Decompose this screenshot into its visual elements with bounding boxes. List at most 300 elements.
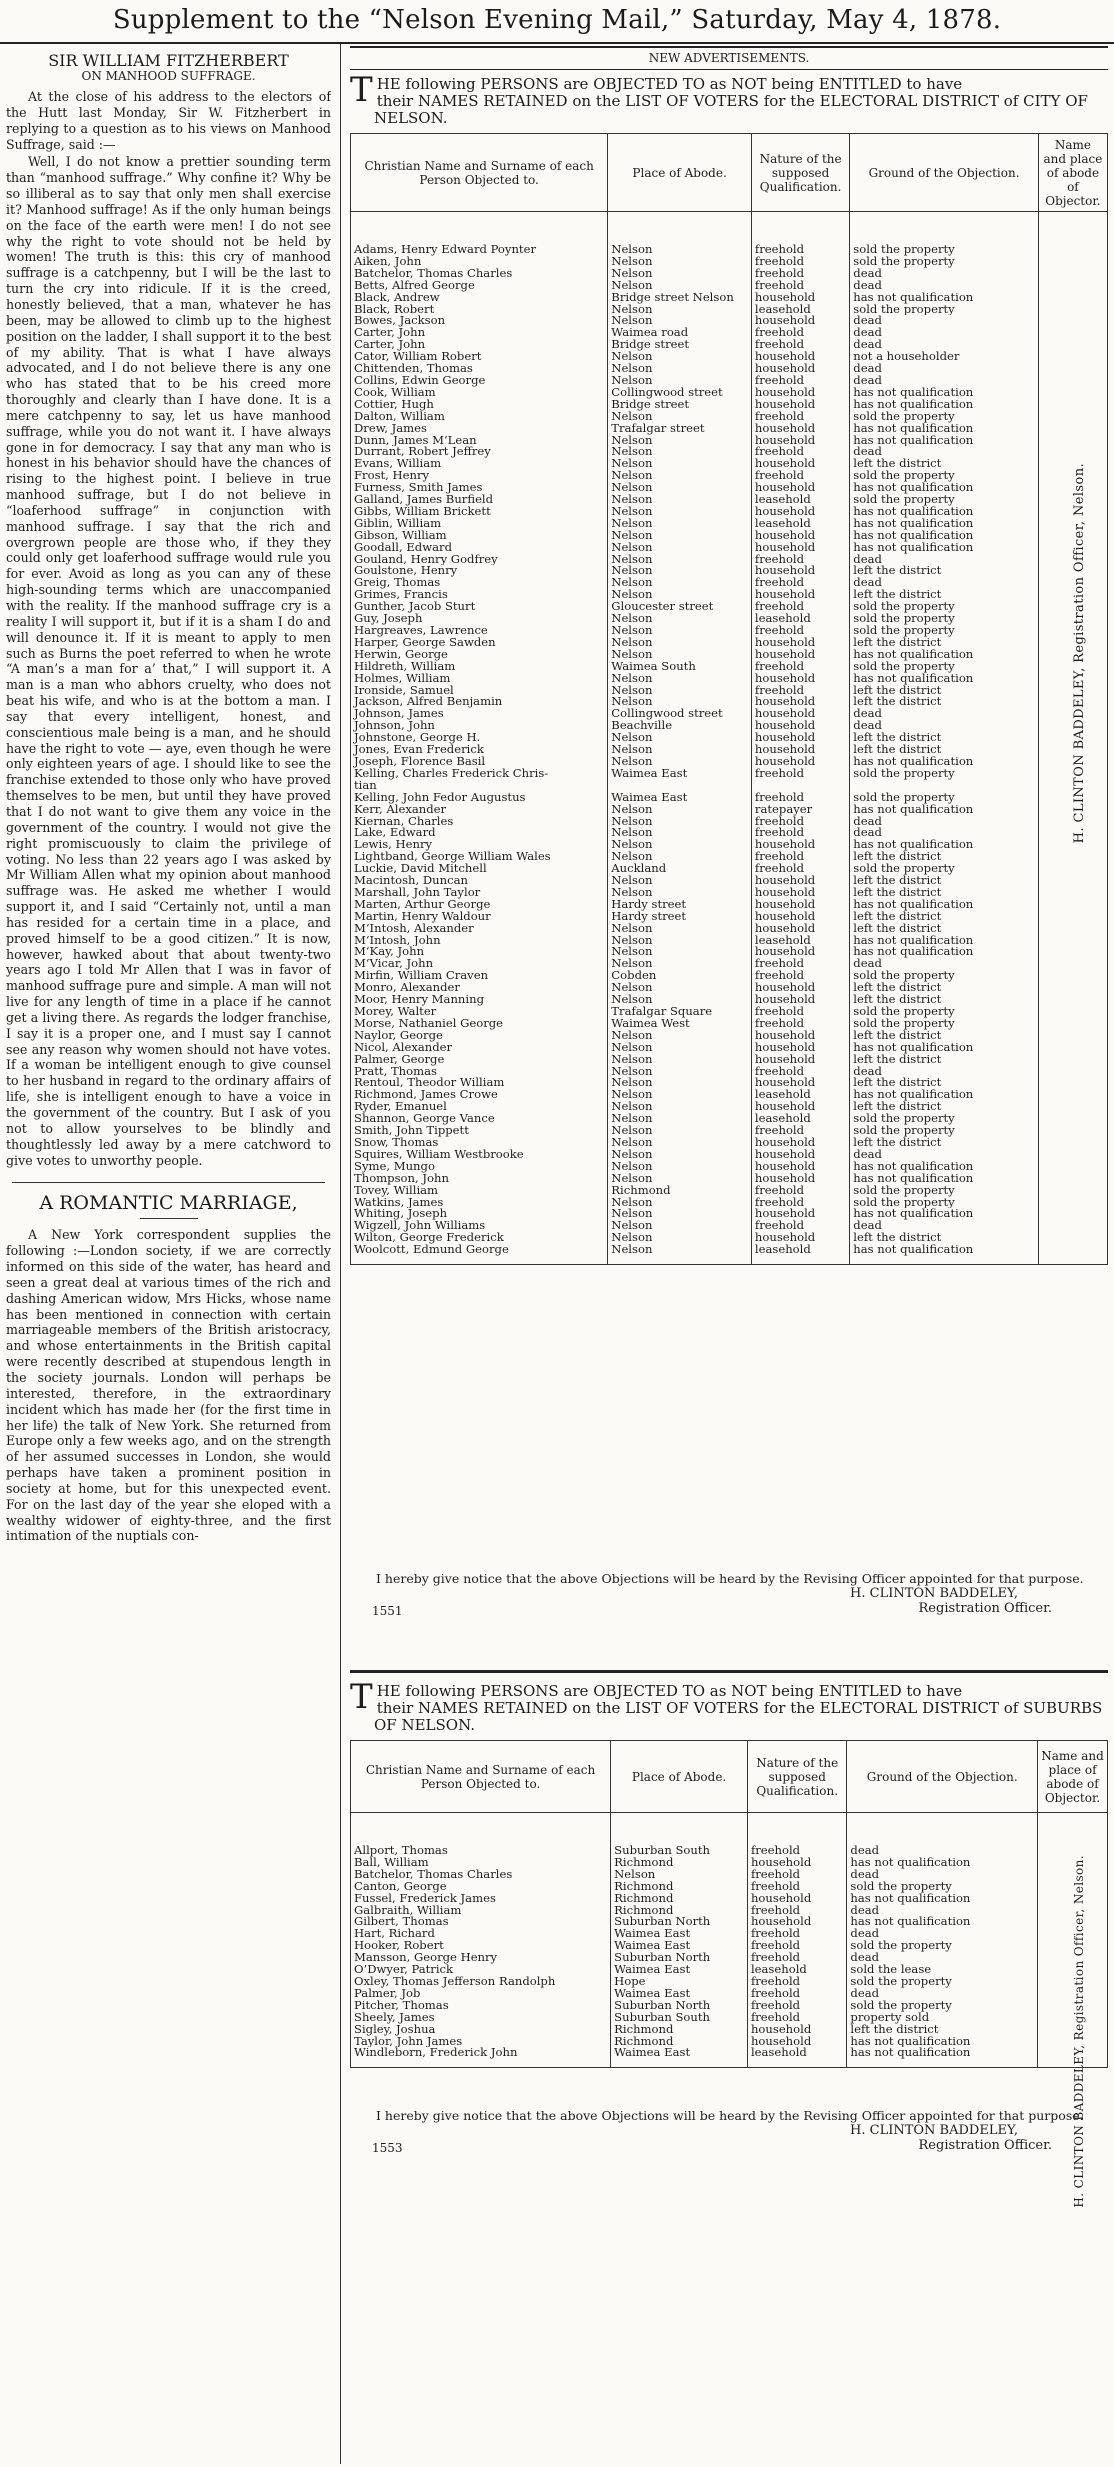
name-cell: Windleborn, Frederick John [351,2047,611,2059]
abode-cell: Nelson [608,565,752,577]
table-row [351,423,1108,435]
notice-title-line2: their NAMES RETAINED on the LIST OF VOTERS for the ELECTORAL DISTRICT of CITY OF NELSON. [374,92,1088,127]
table-row [351,482,1108,494]
table-row [351,518,1108,530]
table-row [351,1149,1108,1161]
table-row [351,280,1108,292]
abode-cell: Nelson [608,256,752,268]
qualification-cell: leasehold [751,935,849,947]
table-row [351,756,1108,768]
name-cell: Jackson, Alfred Benjamin [351,696,608,708]
column-header-objector: Name and place of abode of Objector. [1038,134,1107,212]
name-cell: Black, Robert [351,304,608,316]
qualification-cell: household [751,673,849,685]
table-row [351,1030,1108,1042]
ground-cell: has not qualification [850,756,1039,768]
signature-name: H. CLINTON BADDELEY, [850,1586,1018,1601]
name-cell: Gibbs, William Brickett [351,506,608,518]
table-row [351,2024,1108,2036]
abode-cell: Bridge street [608,339,752,351]
qualification-cell: household [751,423,849,435]
table-row [351,1964,1108,1976]
name-cell: Monro, Alexander [351,982,608,994]
signature-block [350,2123,1108,2159]
ground-cell: sold the lease [847,1964,1038,1976]
objector-cell [1038,423,1107,435]
qualification-cell: household [751,708,849,720]
qualification-cell: freehold [751,554,849,566]
qualification-cell: household [751,1042,849,1054]
table-row [351,565,1108,577]
objector-cell [1038,315,1107,327]
ground-cell: left the district [850,565,1039,577]
table-row [351,792,1108,804]
article-paragraph: A New York correspondent supplies the following :—London society, if we are correctly informed on this side of the water, has heard and seen a great deal at various times of the rich and dashing American widow, Mrs Hicks, whose name has been mentioned in connection with certain marriageable members of the British aristocracy, and whose entertainments in the British capital were recently described at stupendous length in the society journals. London will perhaps be interested, therefore, in the extraordinary incident which has made her (for the first time in her life) the talk of New York. She returned from Europe only a few weeks ago, and on the strength of her assumed successes in London, she would perhaps have taken a prominent position in society at home, but for this unexpected event. For on the last day of the year she eloped with a wealthy widower of eighty-three, and the first intimation of the nuptials con- [6,1227,331,1544]
abode-cell: Nelson [608,554,752,566]
qualification-cell: leasehold [751,1113,849,1125]
ground-cell: dead [850,554,1039,566]
objector-cell [1038,1006,1107,1018]
name-cell: Morey, Walter [351,1006,608,1018]
ground-cell: sold the property [850,1197,1039,1209]
abode-cell: Nelson [608,804,752,816]
name-cell: Kelling, Charles Frederick Chris- [351,768,608,780]
abode-cell: Suburban North [611,2000,748,2012]
table-row [351,720,1108,732]
ground-cell: sold the property [850,625,1039,637]
abode-cell: Trafalgar Square [608,1006,752,1018]
abode-cell: Nelson [608,827,752,839]
ground-cell: dead [847,1905,1038,1917]
name-cell: Gibson, William [351,530,608,542]
name-cell: Drew, James [351,423,608,435]
abode-cell: Nelson [608,649,752,661]
ground-cell: left the district [850,1054,1039,1066]
ground-cell [850,780,1039,792]
name-cell: Carter, John [351,339,608,351]
top-rule [350,46,1108,48]
qualification-cell: household [751,839,849,851]
qualification-cell: household [751,899,849,911]
table-row [351,911,1108,923]
objector-cell [1038,411,1107,423]
ground-cell: has not qualification [850,542,1039,554]
qualification-cell: household [751,732,849,744]
objector-cell [1038,256,1107,268]
table-row [351,351,1108,363]
abode-cell: Nelson [608,1101,752,1113]
left-column [6,46,331,2462]
ground-cell: sold the property [850,613,1039,625]
name-cell: Goodall, Edward [351,542,608,554]
name-cell: Ironside, Samuel [351,685,608,697]
name-cell: Palmer, Job [351,1988,611,2000]
qualification-cell: freehold [751,816,849,828]
abode-cell: Waimea East [608,768,752,780]
objector-cell [1038,1185,1107,1197]
name-cell: Hooker, Robert [351,1940,611,1952]
name-cell: Rentoul, Theodor William [351,1077,608,1089]
qualification-cell: household [751,994,849,1006]
qualification-cell: household [751,1101,849,1113]
qualification-cell: freehold [751,268,849,280]
name-cell: Gunther, Jacob Sturt [351,601,608,613]
abode-cell: Nelson [608,923,752,935]
name-cell: Ball, William [351,1857,611,1869]
qualification-cell: household [747,2036,846,2048]
qualification-cell: freehold [751,411,849,423]
qualification-cell: freehold [751,280,849,292]
abode-cell: Nelson [608,1173,752,1185]
qualification-cell: freehold [747,1905,846,1917]
ground-cell: property sold [847,2012,1038,2024]
abode-cell: Richmond [611,2024,748,2036]
ground-cell: has not qualification [847,1916,1038,1928]
objector-cell [1038,994,1107,1006]
objector-cell [1038,304,1107,316]
table-row [351,2000,1108,2012]
abode-cell: Nelson [608,756,752,768]
abode-cell: Nelson [608,1077,752,1089]
objector-cell [1038,1208,1107,1220]
name-cell: Herwin, George [351,649,608,661]
abode-cell: Nelson [608,1161,752,1173]
objector-cell [1038,1244,1107,1256]
abode-cell: Nelson [608,518,752,530]
name-cell: Black, Andrew [351,292,608,304]
ground-cell: dead [850,827,1039,839]
ground-cell: has not qualification [850,292,1039,304]
name-cell: Wigzell, John Williams [351,1220,608,1232]
abode-cell: Nelson [611,1869,748,1881]
qualification-cell: household [751,315,849,327]
name-cell: Johnson, John [351,720,608,732]
name-cell: Hart, Richard [351,1928,611,1940]
ground-cell: left the district [850,851,1039,863]
name-cell: Furness, Smith James [351,482,608,494]
name-cell: Palmer, George [351,1054,608,1066]
objector-cell [1038,958,1107,970]
ground-cell: dead [847,1952,1038,1964]
table-row [351,315,1108,327]
table-row [351,970,1108,982]
qualification-cell: freehold [751,685,849,697]
ground-cell: dead [850,327,1039,339]
name-cell: Gouland, Henry Godfrey [351,554,608,566]
column-header-qualification: Nature of the supposed Qualification. [751,134,849,212]
name-cell: Lake, Edward [351,827,608,839]
name-cell: Lightband, George William Wales [351,851,608,863]
objector-cell [1038,1089,1107,1101]
qualification-cell: freehold [751,1006,849,1018]
table-row [351,994,1108,1006]
ground-cell: dead [850,446,1039,458]
abode-cell: Nelson [608,982,752,994]
table-row [351,1928,1108,1940]
name-cell: Grimes, Francis [351,589,608,601]
objector-cell [1038,1137,1107,1149]
abode-cell: Nelson [608,673,752,685]
qualification-cell: freehold [751,1125,849,1137]
ground-cell: has not qualification [847,2036,1038,2048]
table-row [351,542,1108,554]
title-rule [140,1218,198,1219]
qualification-cell: household [751,530,849,542]
objector-cell [1038,851,1107,863]
ground-cell: sold the property [850,1185,1039,1197]
objector-cell [1038,899,1107,911]
name-cell: Batchelor, Thomas Charles [351,268,608,280]
objector-cell [1038,1101,1107,1113]
name-cell: Luckie, David Mitchell [351,863,608,875]
ground-cell: has not qualification [850,1161,1039,1173]
table-row [351,1916,1108,1928]
qualification-cell: household [751,363,849,375]
qualification-cell: ratepayer [751,804,849,816]
objections-body [351,1813,1108,2068]
abode-cell: Nelson [608,744,752,756]
ground-cell: not a householder [850,351,1039,363]
abode-cell: Nelson [608,839,752,851]
ground-cell: dead [850,1149,1039,1161]
qualification-cell: household [751,1232,849,1244]
objector-cell [1038,351,1107,363]
qualification-cell: household [751,1054,849,1066]
abode-cell: Nelson [608,280,752,292]
name-cell: Greig, Thomas [351,577,608,589]
ground-cell: dead [847,1988,1038,2000]
abode-cell: Nelson [608,351,752,363]
notice-statement: I hereby give notice that the above Objections will be heard by the Revising Officer appointed for that purpose. [376,2108,1084,2123]
ground-cell: left the district [850,875,1039,887]
abode-cell: Nelson [608,542,752,554]
name-cell: Morse, Nathaniel George [351,1018,608,1030]
abode-cell: Nelson [608,411,752,423]
qualification-cell: freehold [751,244,849,256]
ground-cell: sold the property [850,470,1039,482]
qualification-cell: leasehold [747,2047,846,2059]
qualification-cell: freehold [751,577,849,589]
table-row [351,923,1108,935]
ground-cell: left the district [850,637,1039,649]
table-row [351,816,1108,828]
table-row [351,1208,1108,1220]
name-cell: Watkins, James [351,1197,608,1209]
abode-cell: Waimea road [608,327,752,339]
ground-cell: has not qualification [850,804,1039,816]
table-row [351,1137,1108,1149]
table-row [351,1197,1108,1209]
ground-cell: has not qualification [850,839,1039,851]
ground-cell: sold the property [850,1125,1039,1137]
qualification-cell: freehold [747,1952,846,1964]
qualification-cell: leasehold [751,613,849,625]
ground-cell: left the district [850,923,1039,935]
qualification-cell: household [751,982,849,994]
ground-cell: sold the property [850,304,1039,316]
table-row [351,530,1108,542]
notice-city-of-nelson [350,70,1108,1622]
ground-cell: dead [850,708,1039,720]
abode-cell: Hardy street [608,911,752,923]
table-spacer-row [351,212,1108,245]
qualification-cell: household [751,923,849,935]
name-cell: Aiken, John [351,256,608,268]
table-row [351,1125,1108,1137]
qualification-cell: freehold [751,327,849,339]
table-row [351,577,1108,589]
abode-cell: Nelson [608,435,752,447]
objector-cell [1038,1077,1107,1089]
abode-cell: Nelson [608,244,752,256]
name-cell: Snow, Thomas [351,1137,608,1149]
table-row [351,851,1108,863]
objector-cell [1038,1173,1107,1185]
ground-cell: left the district [850,685,1039,697]
ground-cell: has not qualification [850,482,1039,494]
abode-cell: Nelson [608,1042,752,1054]
name-cell: Gilbert, Thomas [351,1916,611,1928]
name-cell: Canton, George [351,1881,611,1893]
qualification-cell: freehold [747,1976,846,1988]
name-cell: Shannon, George Vance [351,1113,608,1125]
qualification-cell: freehold [747,1881,846,1893]
ground-cell: left the district [850,1232,1039,1244]
article-separator [12,1182,325,1183]
ground-cell: sold the property [850,1113,1039,1125]
abode-cell: Nelson [608,1125,752,1137]
ground-cell: dead [847,1928,1038,1940]
article-paragraph: Well, I do not know a prettier sounding term than “manhood suffrage.” Why confine it? Why be so illiberal as to say that only men shall exercise it? Manhood suffrage! As if the only human beings on the face of the earth were men! I do not see why the right to vote should not be held by women! The truth is this: this cry of manhood suffrage is a catchpenny, but I will be the last to turn the cry into ridicule. If it is the creed, honestly believed, that a man, whatever he has been, may be allowed to climb up to the highest position on the ladder, I shall support it to the best of my ability. That is what I have always advocated, and I do not believe there is any one who has stated that to be his creed more thoroughly and clearly than I have done. It is a mere catchpenny to say, let us have manhood suffrage, while you do not want it. I have always gone in for democracy. I say that any man who is honest in his behavior should have the chances of rising to the highest point. I believe in true manhood suffrage, but I do not believe in “loaferhood suffrage” in conjunction with manhood suffrage. I say that the rich and overgrown people are those who, if they they could only get loaferhood suffrage would rule you for ever. Avoid as long as you can any of these high-sounding terms which are unaccompanied with the reality. If the manhood suffrage cry is a reality I will support it, but if it is a sham I do and will denounce it. If it is meant to apply to men such as Burns the poet referred to when he wrote “A man’s a man for a’ that,” I will support it. A man is a man who abhors cruelty, who does not beat his wife, and who is at the bottom a man. I say that every intelligent, honest, and conscientious male being is a man, and he should have the right to vote — aye, even though he were only eighteen years of age. I should like to see the franchise extended to those only who have proved themselves to be men, but until they have proved that I do not want to give them any voice in the government of the country. I would not give the right promiscuously to claim the privilege of voting. No less than 22 years ago I was asked by Mr William Allen what my opinion about manhood suffrage was. He asked me whether I would support it, and I said “Certainly not, until a man has resided for a certain time in a place, and proved himself to be a good citizen.” It is now, however, hawked about that about twenty-two years ago I told Mr Allen that I was in favor of manhood suffrage pure and simple. A man will not live for any length of time in a place if he cannot get a living there. As regards the lodger franchise, I say it is a proper one, and I must say I cannot see any reason why women should not have votes. If a woman be intelligent enough to give counsel to her husband in regard to the ordinary affairs of life, she is intelligent enough to have a voice in the government of the country. But I ask of you not to allow yourselves to be blindly and thoughtlessly led away by a mere catchword to give votes to unworthy people. [6,154,331,1168]
name-cell: Hildreth, William [351,661,608,673]
table-row [351,637,1108,649]
objector-cell [1038,935,1107,947]
abode-cell: Waimea East [611,1940,748,1952]
qualification-cell: freehold [751,792,849,804]
name-cell: Kerr, Alexander [351,804,608,816]
column-rule [340,44,341,2464]
qualification-cell: leasehold [751,304,849,316]
qualification-cell: household [747,1893,846,1905]
ground-cell: has not qualification [847,1893,1038,1905]
objector-vertical: H. CLINTON BADDELEY, Registration Officer, Nelson. [1072,463,1087,844]
name-cell: Whiting, Joseph [351,1208,608,1220]
notice-separator-rule [350,1670,1108,1673]
abode-cell [608,780,752,792]
objector-cell [1038,1030,1107,1042]
ground-cell: sold the property [850,1006,1039,1018]
table-row [351,1185,1108,1197]
qualification-cell: freehold [751,625,849,637]
signature-title: Registration Officer. [918,1601,1052,1616]
ground-cell: sold the property [847,1940,1038,1952]
name-cell: Holmes, William [351,673,608,685]
qualification-cell: household [751,744,849,756]
abode-cell: Bridge street [608,399,752,411]
article-title: A ROMANTIC MARRIAGE, [39,1192,298,1215]
name-cell: Johnson, James [351,708,608,720]
ground-cell: sold the property [850,1018,1039,1030]
abode-cell: Nelson [608,375,752,387]
abode-cell: Nelson [608,625,752,637]
qualification-cell: freehold [747,1845,846,1857]
ground-cell: dead [850,1220,1039,1232]
name-cell: Macintosh, Duncan [351,875,608,887]
name-cell: Evans, William [351,458,608,470]
name-cell: Giblin, William [351,518,608,530]
qualification-cell: household [751,435,849,447]
name-cell: Chittenden, Thomas [351,363,608,375]
qualification-cell: freehold [751,601,849,613]
abode-cell: Nelson [608,994,752,1006]
table-row [351,780,1108,792]
table-row [351,946,1108,958]
ground-cell: dead [850,816,1039,828]
objector-cell [1038,946,1107,958]
qualification-cell: freehold [751,375,849,387]
table-row [351,244,1108,256]
qualification-cell: household [751,458,849,470]
abode-cell: Nelson [608,506,752,518]
name-cell: tian [351,780,608,792]
table-row [351,1905,1108,1917]
name-cell: Kiernan, Charles [351,816,608,828]
objector-cell [1038,387,1107,399]
name-cell: Woolcott, Edmund George [351,1244,608,1256]
ground-cell: has not qualification [850,1244,1039,1256]
table-row [351,411,1108,423]
ground-cell: has not qualification [850,1042,1039,1054]
abode-cell: Nelson [608,363,752,375]
abode-cell: Collingwood street [608,708,752,720]
name-cell: Carter, John [351,327,608,339]
table-row [351,685,1108,697]
abode-cell: Nelson [608,1232,752,1244]
objector-cell [1038,1161,1107,1173]
ground-cell: left the district [850,887,1039,899]
objector-cell [1038,363,1107,375]
name-cell: Moor, Henry Manning [351,994,608,1006]
objector-cell [1038,863,1107,875]
table-row [351,1952,1108,1964]
objector-cell [1038,1054,1107,1066]
ground-cell: has not qualification [850,1173,1039,1185]
column-header-name: Christian Name and Surname of each Person Objected to. [351,1741,611,1813]
notice-statement: I hereby give notice that the above Objections will be heard by the Revising Officer appointed for that purpose. [376,1571,1084,1586]
table-row [351,1101,1108,1113]
name-cell: Oxley, Thomas Jefferson Randolph [351,1976,611,1988]
ground-cell: sold the property [847,1976,1038,1988]
name-cell: Nicol, Alexander [351,1042,608,1054]
abode-cell: Nelson [608,1113,752,1125]
abode-cell: Suburban North [611,1952,748,1964]
qualification-cell: household [751,1077,849,1089]
notice-title [350,70,1108,127]
abode-cell: Nelson [608,577,752,589]
objector-cell [1038,244,1107,256]
objector-cell [1038,268,1107,280]
qualification-cell: household [751,946,849,958]
article-subtitle: ON MANHOOD SUFFRAGE. [81,69,256,83]
right-column [350,46,1108,2462]
ground-cell: has not qualification [850,530,1039,542]
abode-cell: Nelson [608,696,752,708]
ground-cell: left the district [850,1030,1039,1042]
ground-cell: sold the property [850,256,1039,268]
signature-title: Registration Officer. [918,2138,1052,2153]
qualification-cell: leasehold [751,494,849,506]
name-cell: Goulstone, Henry [351,565,608,577]
